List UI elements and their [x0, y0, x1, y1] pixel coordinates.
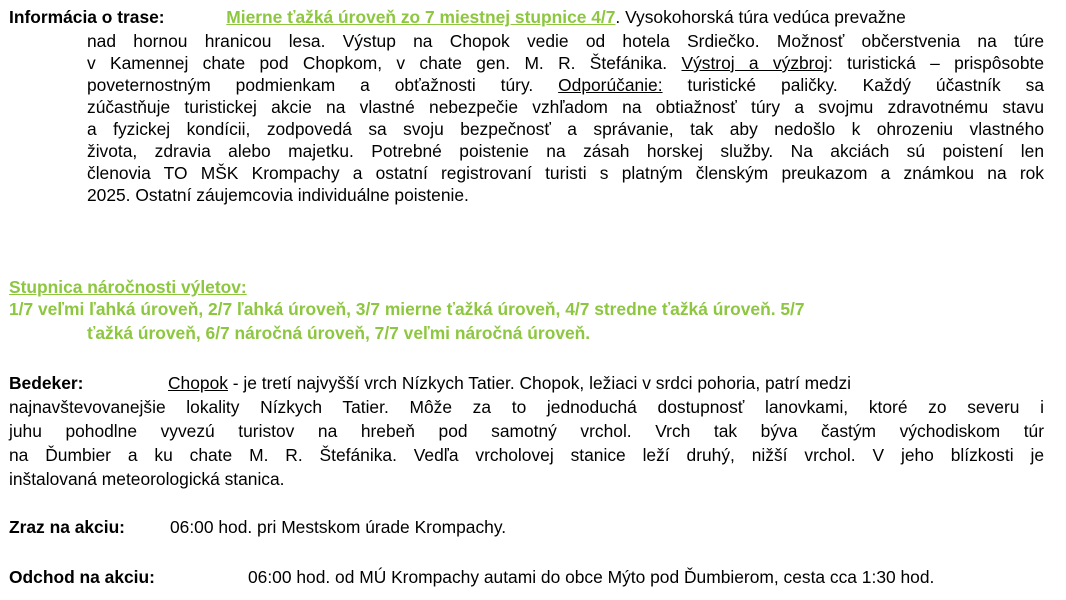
info-line-4-after: turistické paličky. Každý účastník sa — [662, 75, 1044, 95]
difficulty-rating: Mierne ťažká úroveň zo 7 miestnej stupnice 4/7 — [226, 7, 616, 27]
info-line-6: a fyzickej kondícii, zodpovedá sa svoju bezpečnosť a správanie, tak aby nedošlo k ohrozeniu vlastného — [87, 119, 1044, 139]
scale-line-1: 1/7 veľmi ľahká úroveň, 2/7 ľahká úroveň, 3/7 mierne ťažká úroveň, 4/7 stredne ťažká úroveň. 5/7 — [9, 299, 805, 319]
meeting-text: 06:00 hod. pri Mestskom úrade Krompachy. — [170, 517, 507, 537]
departure-text: 06:00 hod. od MÚ Krompachy autami do obce Mýto pod Ďumbierom, cesta cca 1:30 hod. — [248, 567, 935, 587]
info-line-8: členovia TO MŠK Krompachy a ostatní registrovaní turisti s platným členským preukazom a známkou na rok — [87, 163, 1044, 183]
info-line-3-after: : turistická – prispôsobte — [828, 53, 1044, 73]
recommendation-label: Odporúčanie: — [558, 75, 663, 95]
info-label: Informácia o trase: — [9, 7, 165, 27]
bedeker-line-5: inštalovaná meteorologická stanica. — [9, 469, 285, 489]
bedeker-label: Bedeker: — [9, 373, 84, 393]
info-line-3 — [87, 52, 1044, 74]
info-line-4 — [87, 74, 1044, 96]
info-line-1-text: . Vysokohorská túra vedúca prevažne — [615, 7, 906, 27]
scale-title: Stupnica náročnosti výletov: — [9, 277, 247, 297]
bedeker-line-2: najnavštevovanejšie lokality Nízkych Tatier. Môže za to jednoduchá dostupnosť lanovkami, ktoré zo severu i — [9, 397, 1044, 417]
info-line-3-text: v Kamennej chate pod Chopkom, v chate gen. M. R. Štefánika. — [87, 53, 668, 73]
meeting-label: Zraz na akciu: — [9, 517, 125, 537]
info-line-2: nad hornou hranicou lesa. Výstup na Chopok vedie od hotela Srdiečko. Možnosť občerstvenia na túre — [87, 31, 1044, 51]
scale-line-2: ťažká úroveň, 6/7 náročná úroveň, 7/7 veľmi náročná úroveň. — [87, 323, 591, 343]
bedeker-place: Chopok — [168, 373, 228, 393]
departure-label: Odchod na akciu: — [9, 567, 155, 587]
bedeker-line-3: juhu pohodlne vyvezú turistov na hrebeň pod samotný vrchol. Vrch tak býva častým východiskom túr — [9, 421, 1044, 441]
bedeker-line-1 — [168, 372, 851, 394]
info-line-4-text: poveternostným podmienkam a obťažnosti túry. — [87, 75, 534, 95]
equipment-label: Výstroj a výzbroj — [681, 53, 829, 73]
bedeker-line-1-text: - je tretí najvyšší vrch Nízkych Tatier. Chopok, ležiaci v srdci pohoria, patrí medzi — [227, 373, 852, 393]
info-line-1 — [9, 6, 1044, 28]
info-line-7: života, zdravia alebo majetku. Potrebné poistenie na zásah horskej služby. Na akciách sú poistení len — [87, 141, 1044, 161]
info-line-9: 2025. Ostatní záujemcovia individuálne poistenie. — [87, 185, 469, 205]
bedeker-line-4: na Ďumbier a ku chate M. R. Štefánika. Vedľa vrcholovej stanice leží druhý, nižší vrchol. V jeho blízkosti je — [9, 445, 1044, 465]
info-line-5: zúčastňuje turistickej akcie na vlastné nebezpečie vzhľadom na obtiažnosť túry a svojmu zdravotnému stavu — [87, 97, 1044, 117]
